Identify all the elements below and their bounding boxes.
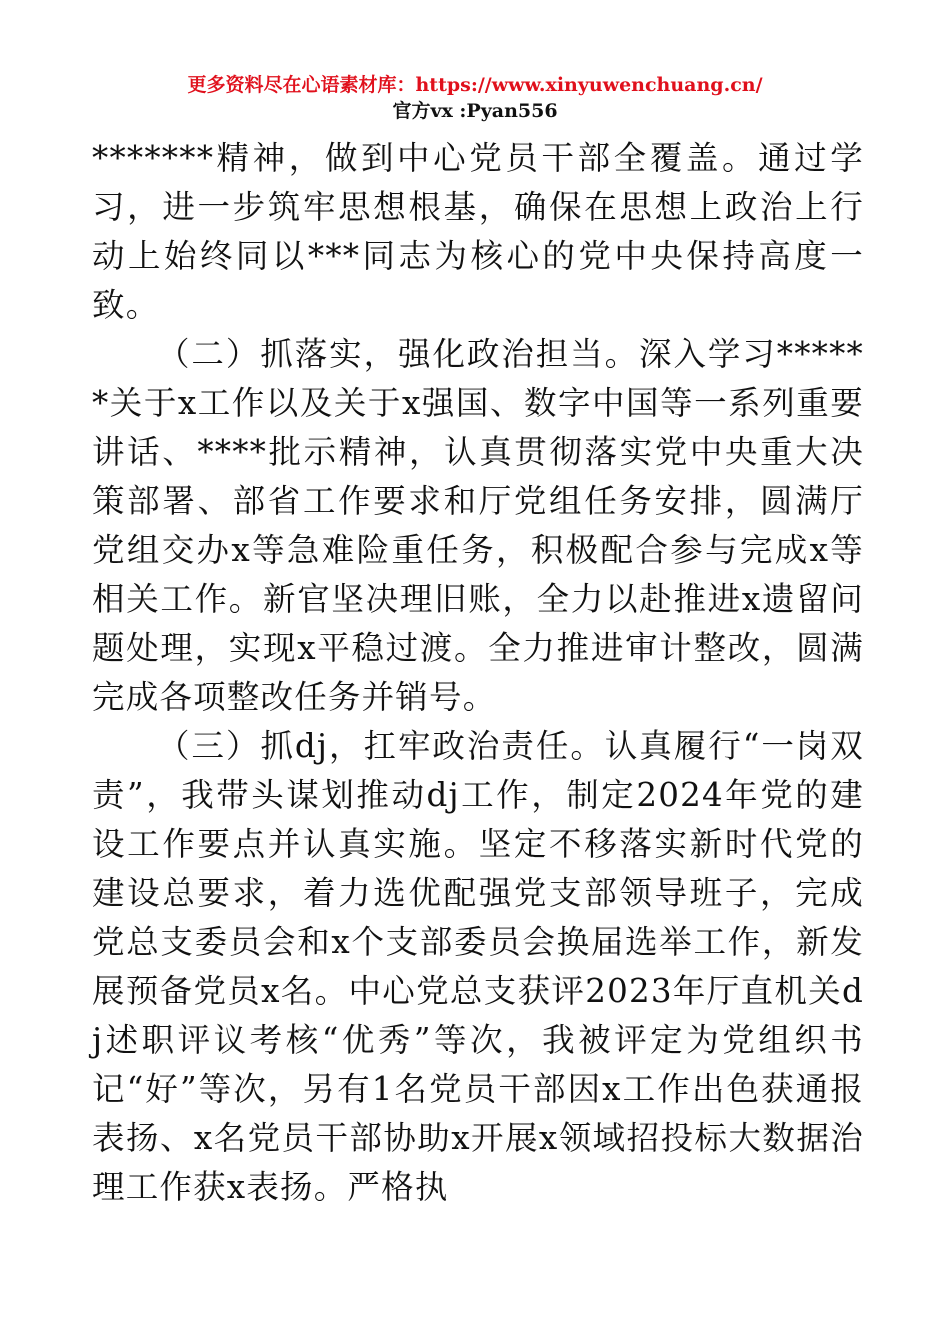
resource-link-banner[interactable]: 更多资料尽在心语素材库：https://www.xinyuwenchuang.cn/ — [187, 74, 763, 96]
paragraph-section-three: （三）抓dj，扛牢政治责任。认真履行“一岗双责”，我带头谋划推动dj工作，制定2024年党的建设工作要点并认真实施。坚定不移落实新时代党的建设总要求，着力选优配强党支部领导班子，完成党总支委员会和x个支部委员会换届选举工作，新发展预备党员x名。中心党总支获评2023年厅直机关dj述职评议考核“优秀”等次，我被评定为党组织书记“好”等次，另有1名党员干部因x工作出色获通报表扬、x名党员干部协助x开展x领域招投标大数据治理工作获x表扬。严格执 — [92, 727, 865, 1206]
paragraph-continuation: *******精神，做到中心党员干部全覆盖。通过学习，进一步筑牢思想根基，确保在思想上政治上行动上始终同以***同志为核心的党中央保持高度一致。 — [92, 139, 864, 324]
contact-line: 官方vx :Pyan556 — [392, 100, 558, 122]
document-body — [92, 134, 864, 1212]
page-header — [0, 72, 950, 124]
paragraph-section-two: （二）抓落实，强化政治担当。深入学习******关于x工作以及关于x强国、数字中国等一系列重要讲话、****批示精神，认真贯彻落实党中央重大决策部署、部省工作要求和厅党组任务安排，圆满厅党组交办x等急难险重任务，积极配合参与完成x等相关工作。新官坚决理旧账，全力以赴推进x遗留问题处理，实现x平稳过渡。全力推进审计整改，圆满完成各项整改任务并销号。 — [92, 335, 864, 716]
